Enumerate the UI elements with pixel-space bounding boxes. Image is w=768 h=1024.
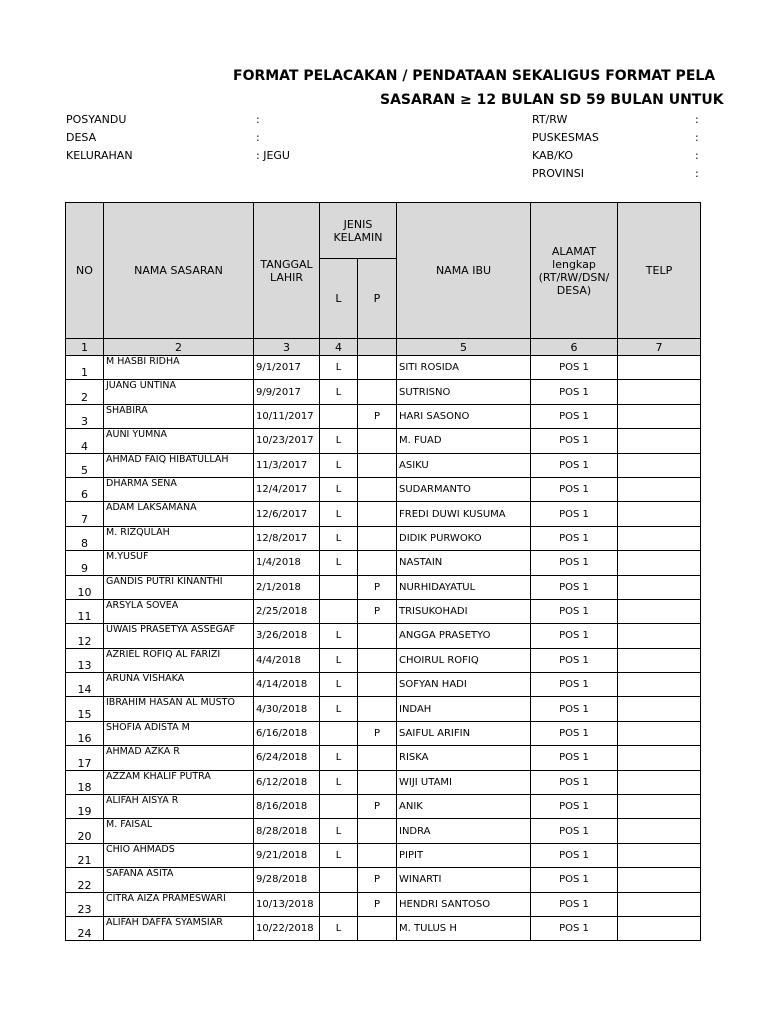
table-row — [66, 770, 701, 794]
info-value-rtrw: : — [695, 113, 699, 126]
row-tanggal-lahir: 4/30/2018 — [254, 697, 320, 721]
row-no: 17 — [66, 746, 104, 770]
row-alamat: POS 1 — [531, 575, 618, 599]
row-p — [358, 746, 397, 770]
info-label-provinsi: PROVINSI — [532, 167, 584, 180]
table-row — [66, 868, 701, 892]
header-nama-ibu: NAMA IBU — [397, 203, 531, 339]
row-p — [358, 770, 397, 794]
row-l — [320, 892, 358, 916]
header-alamat-line4: DESA) — [556, 283, 592, 297]
row-p — [358, 916, 397, 940]
colnum-7: 7 — [618, 339, 701, 356]
table-row — [66, 380, 701, 404]
row-no: 7 — [66, 502, 104, 526]
table-row — [66, 502, 701, 526]
row-p — [358, 453, 397, 477]
row-l — [320, 868, 358, 892]
row-nama-ibu: SUTRISNO — [397, 380, 531, 404]
row-alamat: POS 1 — [531, 429, 618, 453]
row-l — [320, 795, 358, 819]
header-nama-sasaran: NAMA SASARAN — [104, 203, 254, 339]
header-tanggal-line2: LAHIR — [269, 270, 304, 284]
row-l: L — [320, 673, 358, 697]
row-nama-sasaran: ARUNA VISHAKA — [104, 673, 254, 697]
row-p — [358, 429, 397, 453]
row-nama-ibu: NASTAIN — [397, 551, 531, 575]
info-label-puskesmas: PUSKESMAS — [532, 131, 599, 144]
row-nama-sasaran: GANDIS PUTRI KINANTHI — [104, 575, 254, 599]
table-row — [66, 795, 701, 819]
table-row — [66, 624, 701, 648]
row-telp — [618, 819, 701, 843]
row-nama-sasaran: CITRA AIZA PRAMESWARI — [104, 892, 254, 916]
colnum-4b — [358, 339, 397, 356]
row-nama-sasaran: AHMAD AZKA R — [104, 746, 254, 770]
row-p — [358, 477, 397, 501]
row-no: 22 — [66, 868, 104, 892]
row-l: L — [320, 624, 358, 648]
row-no: 10 — [66, 575, 104, 599]
header-p: P — [358, 259, 397, 339]
row-tanggal-lahir: 3/26/2018 — [254, 624, 320, 648]
row-tanggal-lahir: 6/16/2018 — [254, 721, 320, 745]
row-p — [358, 843, 397, 867]
row-no: 1 — [66, 356, 104, 380]
table-row — [66, 526, 701, 550]
row-nama-ibu: SUDARMANTO — [397, 477, 531, 501]
header-no: NO — [66, 203, 104, 339]
row-telp — [618, 916, 701, 940]
row-no: 13 — [66, 648, 104, 672]
header-alamat-line1: ALAMAT — [551, 244, 597, 258]
colnum-1: 1 — [66, 339, 104, 356]
row-p — [358, 551, 397, 575]
row-tanggal-lahir: 11/3/2017 — [254, 453, 320, 477]
info-label-kelurahan: KELURAHAN — [66, 149, 133, 162]
row-alamat: POS 1 — [531, 648, 618, 672]
row-telp — [618, 356, 701, 380]
row-no: 14 — [66, 673, 104, 697]
info-value-puskesmas: : — [695, 131, 699, 144]
header-alamat-line3: (RT/RW/DSN/ — [538, 270, 610, 284]
info-label-desa: DESA — [66, 131, 97, 144]
row-alamat: POS 1 — [531, 721, 618, 745]
row-no: 8 — [66, 526, 104, 550]
row-tanggal-lahir: 1/4/2018 — [254, 551, 320, 575]
row-alamat: POS 1 — [531, 746, 618, 770]
row-no: 11 — [66, 599, 104, 623]
row-nama-ibu: TRISUKOHADI — [397, 599, 531, 623]
row-alamat: POS 1 — [531, 795, 618, 819]
info-value-posyandu: : — [256, 113, 260, 126]
row-tanggal-lahir: 10/13/2018 — [254, 892, 320, 916]
row-no: 12 — [66, 624, 104, 648]
colnum-3: 3 — [254, 339, 320, 356]
row-nama-ibu: PIPIT — [397, 843, 531, 867]
row-nama-ibu: INDRA — [397, 819, 531, 843]
row-no: 5 — [66, 453, 104, 477]
row-nama-sasaran: ALIFAH DAFFA SYAMSIAR — [104, 916, 254, 940]
row-l: L — [320, 916, 358, 940]
header-alamat — [531, 203, 618, 339]
row-nama-sasaran: CHIO AHMADS — [104, 843, 254, 867]
row-nama-ibu: M. TULUS H — [397, 916, 531, 940]
row-no: 15 — [66, 697, 104, 721]
row-l: L — [320, 380, 358, 404]
table-row — [66, 746, 701, 770]
row-no: 24 — [66, 916, 104, 940]
row-no: 23 — [66, 892, 104, 916]
row-tanggal-lahir: 2/1/2018 — [254, 575, 320, 599]
row-nama-sasaran: UWAIS PRASETYA ASSEGAF — [104, 624, 254, 648]
row-tanggal-lahir: 12/6/2017 — [254, 502, 320, 526]
row-nama-ibu: SOFYAN HADI — [397, 673, 531, 697]
row-nama-sasaran: M. RIZQULAH — [104, 526, 254, 550]
row-p — [358, 697, 397, 721]
row-p — [358, 819, 397, 843]
row-no: 16 — [66, 721, 104, 745]
row-no: 18 — [66, 770, 104, 794]
row-telp — [618, 843, 701, 867]
row-l: L — [320, 551, 358, 575]
row-alamat: POS 1 — [531, 599, 618, 623]
row-nama-sasaran: SAFANA ASITA — [104, 868, 254, 892]
row-l — [320, 599, 358, 623]
table-row — [66, 429, 701, 453]
document-title-line1: FORMAT PELACAKAN / PENDATAAN SEKALIGUS FORMAT PELA — [233, 68, 716, 84]
table-row — [66, 356, 701, 380]
row-nama-sasaran: ADAM LAKSAMANA — [104, 502, 254, 526]
row-alamat: POS 1 — [531, 868, 618, 892]
row-telp — [618, 526, 701, 550]
row-nama-ibu: NURHIDAYATUL — [397, 575, 531, 599]
header-tanggal-lahir — [254, 203, 320, 339]
info-label-posyandu: POSYANDU — [66, 113, 127, 126]
row-nama-ibu: ANIK — [397, 795, 531, 819]
row-p: P — [358, 575, 397, 599]
header-telp: TELP — [618, 203, 701, 339]
row-telp — [618, 624, 701, 648]
row-telp — [618, 453, 701, 477]
row-nama-sasaran: M.YUSUF — [104, 551, 254, 575]
row-p: P — [358, 795, 397, 819]
table-row — [66, 916, 701, 940]
row-p: P — [358, 721, 397, 745]
row-nama-sasaran: ARSYLA SOVEA — [104, 599, 254, 623]
colnum-6: 6 — [531, 339, 618, 356]
row-alamat: POS 1 — [531, 819, 618, 843]
row-nama-ibu: SAIFUL ARIFIN — [397, 721, 531, 745]
row-tanggal-lahir: 4/4/2018 — [254, 648, 320, 672]
row-tanggal-lahir: 9/1/2017 — [254, 356, 320, 380]
row-l: L — [320, 843, 358, 867]
row-telp — [618, 477, 701, 501]
row-tanggal-lahir: 10/11/2017 — [254, 404, 320, 428]
row-tanggal-lahir: 9/21/2018 — [254, 843, 320, 867]
row-l: L — [320, 526, 358, 550]
row-nama-ibu: RISKA — [397, 746, 531, 770]
row-l: L — [320, 429, 358, 453]
info-value-desa: : — [256, 131, 260, 144]
row-nama-sasaran: DHARMA SENA — [104, 477, 254, 501]
row-telp — [618, 380, 701, 404]
table-row — [66, 673, 701, 697]
row-nama-ibu: WIJI UTAMI — [397, 770, 531, 794]
row-telp — [618, 721, 701, 745]
row-tanggal-lahir: 12/8/2017 — [254, 526, 320, 550]
row-nama-ibu: M. FUAD — [397, 429, 531, 453]
row-no: 3 — [66, 404, 104, 428]
row-p: P — [358, 892, 397, 916]
row-telp — [618, 599, 701, 623]
colnum-5: 5 — [397, 339, 531, 356]
row-p — [358, 502, 397, 526]
row-nama-ibu: SITI ROSIDA — [397, 356, 531, 380]
table-row — [66, 477, 701, 501]
row-l: L — [320, 697, 358, 721]
data-table — [65, 202, 701, 941]
row-l: L — [320, 770, 358, 794]
table-row — [66, 453, 701, 477]
table-row — [66, 892, 701, 916]
row-telp — [618, 502, 701, 526]
row-tanggal-lahir: 8/28/2018 — [254, 819, 320, 843]
row-l — [320, 721, 358, 745]
row-alamat: POS 1 — [531, 526, 618, 550]
table-body — [66, 356, 701, 941]
row-l: L — [320, 502, 358, 526]
row-telp — [618, 892, 701, 916]
row-p: P — [358, 404, 397, 428]
row-no: 21 — [66, 843, 104, 867]
info-value-provinsi: : — [695, 167, 699, 180]
row-no: 6 — [66, 477, 104, 501]
row-l: L — [320, 746, 358, 770]
row-telp — [618, 551, 701, 575]
row-alamat: POS 1 — [531, 916, 618, 940]
row-telp — [618, 575, 701, 599]
row-alamat: POS 1 — [531, 477, 618, 501]
header-alamat-line2: lengkap — [552, 257, 596, 271]
table-row — [66, 721, 701, 745]
row-telp — [618, 404, 701, 428]
row-telp — [618, 648, 701, 672]
document-title-line2: SASARAN ≥ 12 BULAN SD 59 BULAN UNTUK — [380, 92, 724, 108]
row-alamat: POS 1 — [531, 404, 618, 428]
row-alamat: POS 1 — [531, 551, 618, 575]
header-jenis-line2: KELAMIN — [333, 230, 383, 244]
row-l: L — [320, 648, 358, 672]
row-nama-sasaran: AHMAD FAIQ HIBATULLAH — [104, 453, 254, 477]
row-nama-sasaran: M. FAISAL — [104, 819, 254, 843]
row-tanggal-lahir: 9/28/2018 — [254, 868, 320, 892]
info-value-kelurahan: : JEGU — [256, 149, 290, 162]
row-tanggal-lahir: 4/14/2018 — [254, 673, 320, 697]
row-nama-sasaran: IBRAHIM HASAN AL MUSTO — [104, 697, 254, 721]
table-row — [66, 551, 701, 575]
info-label-rtrw: RT/RW — [532, 113, 568, 126]
row-no: 9 — [66, 551, 104, 575]
row-nama-sasaran: JUANG UNTINA — [104, 380, 254, 404]
row-telp — [618, 697, 701, 721]
table-row — [66, 599, 701, 623]
row-nama-sasaran: AUNI YUMNA — [104, 429, 254, 453]
row-nama-sasaran: SHOFIA ADISTA M — [104, 721, 254, 745]
table-row — [66, 648, 701, 672]
row-p — [358, 673, 397, 697]
colnum-4: 4 — [320, 339, 358, 356]
row-telp — [618, 746, 701, 770]
row-p: P — [358, 599, 397, 623]
row-alamat: POS 1 — [531, 697, 618, 721]
row-alamat: POS 1 — [531, 892, 618, 916]
row-nama-ibu: CHOIRUL ROFIQ — [397, 648, 531, 672]
row-alamat: POS 1 — [531, 673, 618, 697]
row-nama-sasaran: ALIFAH AISYA R — [104, 795, 254, 819]
table-row — [66, 575, 701, 599]
row-nama-ibu: DIDIK PURWOKO — [397, 526, 531, 550]
row-alamat: POS 1 — [531, 356, 618, 380]
row-tanggal-lahir: 10/22/2018 — [254, 916, 320, 940]
row-nama-ibu: HENDRI SANTOSO — [397, 892, 531, 916]
row-l — [320, 404, 358, 428]
row-alamat: POS 1 — [531, 453, 618, 477]
row-tanggal-lahir: 10/23/2017 — [254, 429, 320, 453]
row-nama-ibu: HARI SASONO — [397, 404, 531, 428]
row-l: L — [320, 356, 358, 380]
row-p — [358, 648, 397, 672]
header-jenis-line1: JENIS — [343, 217, 373, 231]
row-l: L — [320, 453, 358, 477]
row-nama-sasaran: M HASBI RIDHA — [104, 356, 254, 380]
row-alamat: POS 1 — [531, 380, 618, 404]
row-tanggal-lahir: 6/24/2018 — [254, 746, 320, 770]
info-label-kabko: KAB/KO — [532, 149, 574, 162]
info-value-kabko: : — [695, 149, 699, 162]
row-no: 4 — [66, 429, 104, 453]
row-nama-ibu: INDAH — [397, 697, 531, 721]
colnum-2: 2 — [104, 339, 254, 356]
header-tanggal-line1: TANGGAL — [260, 257, 313, 271]
row-p — [358, 526, 397, 550]
row-telp — [618, 770, 701, 794]
table-row — [66, 819, 701, 843]
row-tanggal-lahir: 12/4/2017 — [254, 477, 320, 501]
table-row — [66, 697, 701, 721]
row-nama-ibu: ANGGA PRASETYO — [397, 624, 531, 648]
row-telp — [618, 429, 701, 453]
row-tanggal-lahir: 9/9/2017 — [254, 380, 320, 404]
header-jenis-kelamin — [320, 203, 397, 259]
row-no: 20 — [66, 819, 104, 843]
row-tanggal-lahir: 8/16/2018 — [254, 795, 320, 819]
row-nama-sasaran: AZZAM KHALIF PUTRA — [104, 770, 254, 794]
row-tanggal-lahir: 6/12/2018 — [254, 770, 320, 794]
row-alamat: POS 1 — [531, 843, 618, 867]
row-p — [358, 356, 397, 380]
row-p — [358, 380, 397, 404]
row-telp — [618, 795, 701, 819]
row-no: 2 — [66, 380, 104, 404]
row-p: P — [358, 868, 397, 892]
row-alamat: POS 1 — [531, 770, 618, 794]
table-row — [66, 404, 701, 428]
row-alamat: POS 1 — [531, 624, 618, 648]
row-tanggal-lahir: 2/25/2018 — [254, 599, 320, 623]
row-l — [320, 575, 358, 599]
header-l: L — [320, 259, 358, 339]
row-nama-ibu: WINARTI — [397, 868, 531, 892]
row-nama-sasaran: AZRIEL ROFIQ AL FARIZI — [104, 648, 254, 672]
row-p — [358, 624, 397, 648]
row-l: L — [320, 477, 358, 501]
row-no: 19 — [66, 795, 104, 819]
row-nama-sasaran: SHABIRA — [104, 404, 254, 428]
row-telp — [618, 673, 701, 697]
row-telp — [618, 868, 701, 892]
row-nama-ibu: ASIKU — [397, 453, 531, 477]
table-row — [66, 843, 701, 867]
row-l: L — [320, 819, 358, 843]
row-alamat: POS 1 — [531, 502, 618, 526]
row-nama-ibu: FREDI DUWI KUSUMA — [397, 502, 531, 526]
